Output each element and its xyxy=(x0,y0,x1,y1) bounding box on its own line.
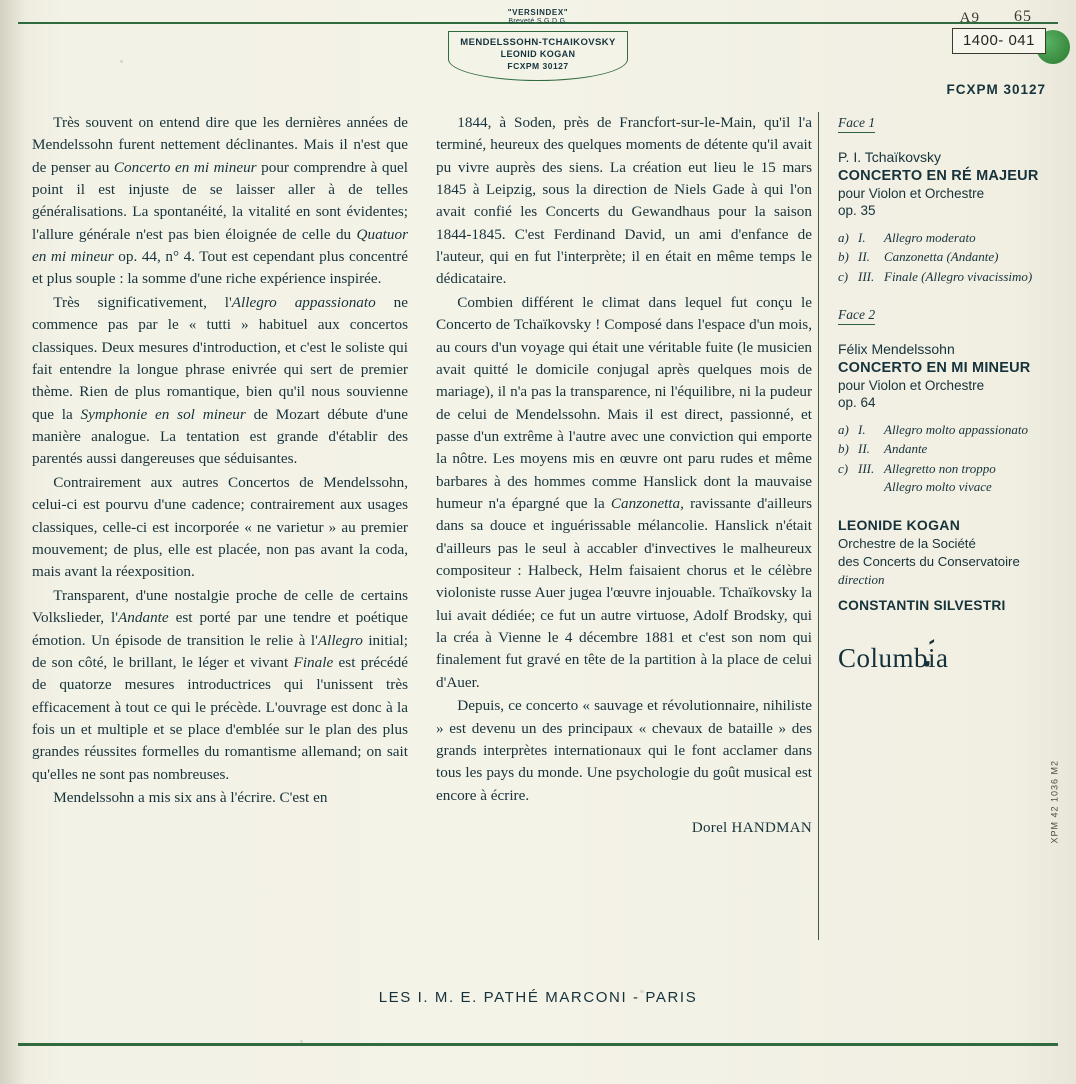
track-letter: c) xyxy=(838,268,849,284)
track-letter: c) xyxy=(838,460,849,476)
paragraph: 1844, à Soden, près de Francfort-sur-le-Main, qu'il l'a terminé, heureux des quelques moments de détente qu'il avait pu vivre auprès des siens. La création eut lieu le 15 mars 1845 à Leipzig, sous la direction de Niels Gade à qui l'on avait confié les Concerts du Gewandhaus pour la saison 1844-1845. C'est Ferdinand David, un ami d'enfance de l'auteur, qui en fut l'interprète; il en était en même temps le dédicataire. xyxy=(436,114,812,288)
track-number: I. xyxy=(858,229,866,245)
paragraph: Combien différent le climat dans lequel fut conçu le Concerto de Tchaïkovsky ! Composé dans l'espace d'un mois, au cours d'un voyage qui était une véritable fuite (le musicien avait quitté le domicile conjugal après quelques mois de mariage), il n'a pas la transparence, ni l'équilibre, ni la pudeur de celui de Mendelssohn. Mais il est direct, passionné, et passe d'un extrême à l'autre avec une conviction qui emporte la nôtre. Les moyens mis en œuvre ont paru rudes et même barbares à des hommes comme Hanslick dont la mauvaise humeur n'a épargné que la Canzonetta, ravissante d'ailleurs dans sa douce et inguérissable mélancolie. Hanslick n'était d'ailleurs pas le seul à accabler d'invectives le malheureux compositeur : Halbeck, Helm faisaient chorus et le célèbre violoniste russe Auer jugea l'œuvre injouable. Tchaïkovsky la lui avait dédiée; ce fut un autre virtuose, Adolf Brodsky, qui la créa à Vienne le 4 décembre 1881 et c'est son nom qui finalement fut gravé en tête de la partition à la place de celui d'Auer. xyxy=(436,293,812,691)
paragraph: Mendelssohn a mis six ans à l'écrire. C'est en xyxy=(53,789,328,807)
track-letter: b) xyxy=(838,249,849,265)
paragraph: Contrairement aux autres Concertos de Mendelssohn, celui-ci est pourvu d'une cadence; contrairement aux usages classiques, celle-ci est incorporée « ne varietur » au premier mouvement; de plus, elle est placée, non pas avant la coda, mais avant la réexposition. xyxy=(32,473,408,581)
face2-composer: Félix Mendelssohn xyxy=(838,341,955,358)
track-name: Canzonetta (Andante) xyxy=(884,249,999,265)
face1-composer: P. I. Tchaïkovsky xyxy=(838,149,941,165)
face1-work-title: CONCERTO EN RÉ MAJEUR xyxy=(838,168,1039,184)
track-name: Allegro molto appassionato xyxy=(884,421,1028,437)
track-number: III. xyxy=(858,268,875,284)
face1-opus: op. 35 xyxy=(838,202,876,218)
matrix-side-code: XPM 42 1036 M2 xyxy=(1050,760,1060,844)
track-listing-panel xyxy=(838,114,1048,674)
track-name: Andante xyxy=(884,441,928,457)
track-row xyxy=(838,267,1048,287)
cartouche-artist: LEONID KOGAN xyxy=(500,49,576,60)
track-number: II. xyxy=(858,249,870,265)
publisher-footer: LES I. M. E. PATHÉ MARCONI - PARIS xyxy=(378,989,698,1006)
cartouche-composers: MENDELSSOHN-TCHAIKOVSKY xyxy=(460,37,616,48)
track-row xyxy=(838,247,1048,267)
track-name: Allegro moderato xyxy=(884,229,976,245)
versindex-cartouche xyxy=(423,8,653,81)
columbia-logo xyxy=(838,643,949,674)
edge-shadow xyxy=(0,0,26,1084)
conductor-name: CONSTANTIN SILVESTRI xyxy=(838,597,1006,613)
track-letter: a) xyxy=(838,421,849,437)
track-name: Allegretto non troppo xyxy=(884,460,996,476)
cartouche-patent: Breveté S.G.D.G. xyxy=(508,18,568,25)
cartouche-brand: "VERSINDEX" xyxy=(507,8,569,17)
columbia-logo-text: Columbia xyxy=(838,642,949,673)
face2-opus: op. 64 xyxy=(838,394,876,410)
face2-work-title: CONCERTO EN MI MINEUR xyxy=(838,360,1031,377)
liner-notes-column-left xyxy=(32,112,408,839)
face2-heading: Face 2 xyxy=(838,307,875,325)
paragraph: Très souvent on entend dire que les dernières années de Mendelssohn furent nettement déclinantes. Mais il n'est que de penser au Concerto en mi mineur pour comprendre à quel point il est injuste de se laisser aller à de telles généralisations. La spontanéité, la vitalité en sont évidentes; l'allure générale n'est pas bien éloignée de celle du Quatuor en mi mineur op. 44, n° 4. Tout est cependant plus concentré et plus souple : la somme d'une riche expérience inspirée. xyxy=(32,114,409,288)
cartouche-catalog: FCXPM 30127 xyxy=(507,61,569,72)
track-row xyxy=(838,420,1048,440)
track-number: II. xyxy=(858,441,870,457)
track-row xyxy=(838,439,1048,459)
face1-work-subtitle: pour Violon et Orchestre xyxy=(838,186,985,202)
track-letter: a) xyxy=(838,229,849,245)
face1-heading: Face 1 xyxy=(838,115,875,133)
soloist-name: LEONIDE KOGAN xyxy=(838,517,961,534)
face2-work-subtitle: pour Violon et Orchestre xyxy=(838,378,985,394)
liner-notes-column-right xyxy=(436,112,812,839)
orchestra-line-2: des Concerts du Conservatoire xyxy=(838,554,1020,570)
cartouche-plate xyxy=(448,31,628,81)
track-row xyxy=(838,228,1048,248)
orchestra-line-1: Orchestre de la Société xyxy=(838,536,976,552)
catalog-number: FCXPM 30127 xyxy=(946,82,1046,97)
track-number: I. xyxy=(858,421,866,437)
paragraph: Depuis, ce concerto « sauvage et révolutionnaire, nihiliste » est devenu un des principaux « chevaux de bataille » des grands interprètes internationaux qui le font acclamer dans tous les pays du monde. Une psychologie du goût musical est encore à écrire. xyxy=(436,697,812,804)
paragraph: Très significativement, l'Allegro appassionato ne commence pas par le « tutti » habituel aux concertos classiques. Deux mesures d'introduction, et c'est le soliste qui fait entendre la longue phrase enivrée qui sert de premier thème. Rien de plus romantique, bien qu'il nous souvienne que la Symphonie en sol mineur de Mozart débute d'une manière analogue. La tentation est grande d'établir des parentés aussi dangereuses que séduisantes. xyxy=(32,293,408,468)
conductor-role: direction xyxy=(838,571,885,587)
inventory-stamp: 1400- 041 xyxy=(952,28,1046,54)
track-number: III. xyxy=(858,460,875,476)
music-note-icon xyxy=(924,637,935,667)
track-name-continued: Allegro molto vivace xyxy=(884,479,992,495)
track-row xyxy=(838,459,1048,479)
column-divider xyxy=(818,112,819,940)
track-letter: b) xyxy=(838,441,849,457)
bottom-rule xyxy=(18,1043,1058,1046)
paragraph: Transparent, d'une nostalgie proche de celle de certains Volkslieder, l'Andante est porté par une tendre et poétique émotion. Un épisode de transition le relie à l'Allegro initial; de son côté, le brillant, le léger et vivant Finale est précédé de quatorze mesures introductrices qui l'unissent très efficacement à tout ce qui le précède. L'ouvrage est donc à la fois un et multiple et se place d'emblée sur le plan des plus grandes réussites formelles du romantisme allemand; on sait qu'elles ne sont pas nombreuses. xyxy=(32,586,408,783)
handwritten-mark-right: 65 xyxy=(1014,8,1032,25)
liner-notes xyxy=(32,112,812,839)
handwritten-mark-left: A9 xyxy=(959,10,980,26)
author-signature: Dorel HANDMAN xyxy=(691,820,812,837)
track-name: Finale (Allegro vivacissimo) xyxy=(884,268,1033,284)
paper-speck xyxy=(120,60,123,63)
